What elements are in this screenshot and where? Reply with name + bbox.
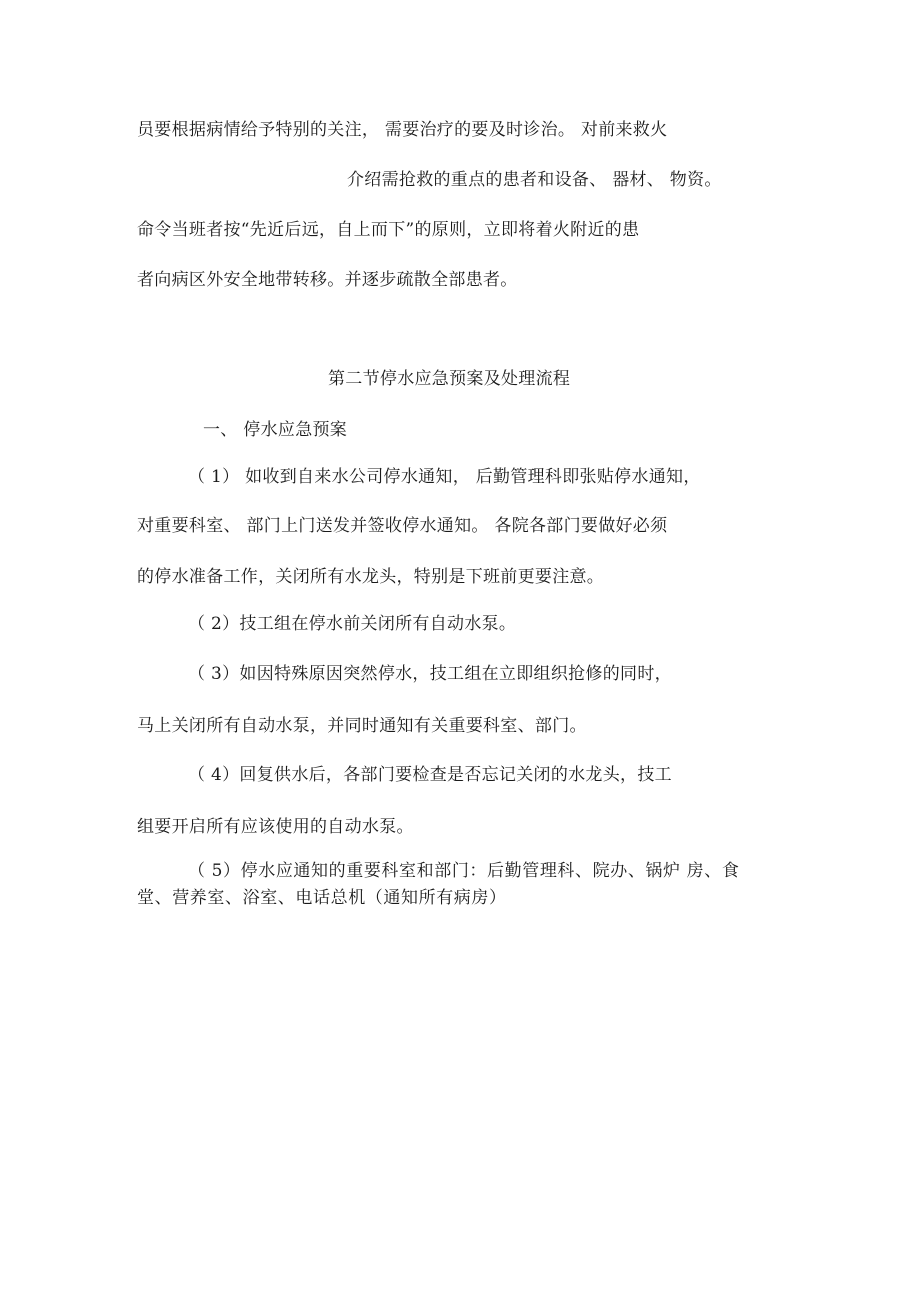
subsection-title: 一、 停水应急预案 — [203, 420, 348, 440]
item-3-line-2: 马上关闭所有自动水泵，并同时通知有关重要科室、部门。 — [137, 716, 587, 736]
fire-plan-line-3: 命令当班者按“先近后远，自上而下”的原则，立即将着火附近的患 — [137, 220, 640, 240]
section-title: 第二节停水应急预案及处理流程 — [328, 369, 571, 389]
fire-plan-line-4: 者向病区外安全地带转移。并逐步疏散全部患者。 — [137, 270, 518, 290]
item-1-line-3: 的停水准备工作，关闭所有水龙头，特别是下班前更要注意。 — [137, 567, 605, 587]
item-3-line-1: （ 3）如因特殊原因突然停水，技工组在立即组织抢修的同时， — [188, 664, 672, 684]
item-5-paragraph: （ 5）停水应通知的重要科室和部门：后勤管理科、院办、锅炉 房、食堂、营养室、浴室、电话总机（通知所有病房） — [137, 861, 740, 908]
item-4-line-1: （ 4）回复供水后，各部门要检查是否忘记关闭的水龙头，技工 — [188, 765, 672, 785]
fire-plan-line-1: 员要根据病情给予特别的关注， 需要治疗的要及时诊治。 对前来救火 — [137, 120, 668, 140]
item-2-line-1: （ 2）技工组在停水前关闭所有自动水泵。 — [188, 614, 517, 634]
item-1-line-1: （ 1） 如收到自来水公司停水通知， 后勤管理科即张贴停水通知， — [188, 467, 701, 487]
item-1-line-2: 对重要科室、 部门上门送发并签收停水通知。 各院各部门要做好必须 — [137, 516, 668, 536]
item-4-line-2: 组要开启所有应该使用的自动水泵。 — [137, 817, 414, 837]
fire-plan-line-2: 介绍需抢救的重点的患者和设备、 器材、 物资。 — [347, 170, 722, 190]
